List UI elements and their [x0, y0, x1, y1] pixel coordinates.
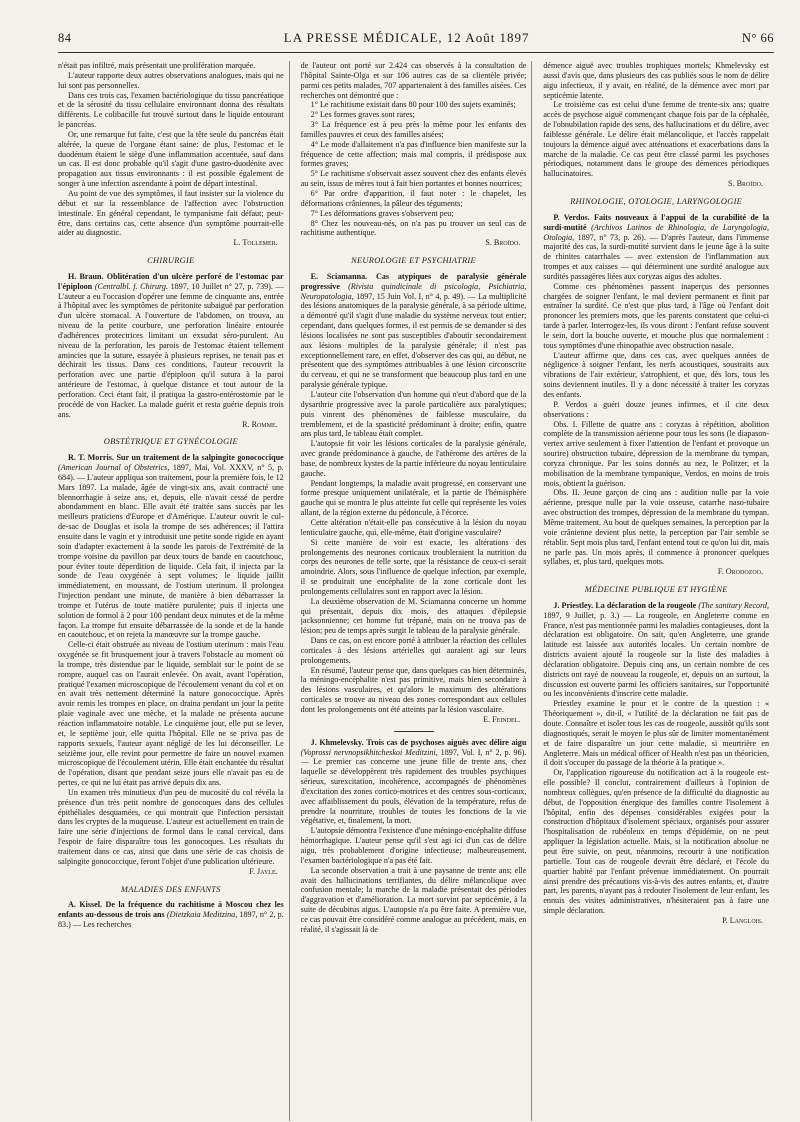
article-title: Faits nouveaux à l'appui de la curabilité de la surdi-mutité [543, 212, 770, 232]
article-body: 1897, Vol. I, n° 2, p. 96). — Le premier cas concerne une jeune fille de trente ans, chez laquelle se développèrent très rapidement des troubles psychiques sérieux, surexcitation, incohérence, accompagnés de phénomènes d'excitation des zones cortico-motrices et des centres sous-corticaux, avec affaiblissement du pouls, élévation de la température, refus de prendre la nourriture, troubles de toutes les fonctions de la vie végétative, et, finalement, la mort. [300, 747, 527, 826]
list-item: 4° Le mode d'allaitement n'a pas d'influence bien manifeste sur la fréquence de cette affection; mais mal compris, il prédispose aux formes graves; [300, 139, 527, 169]
paragraph: P. Verdos a guéri douze jeunes infirmes, et il cite deux observations : [543, 399, 770, 419]
paragraph: L'auteur cite l'observation d'un homme qui n'eut d'abord que de la dysarthrie progressive avec la parole particulière aux paralytiques; puis vinrent des phénomènes de faiblesse musculaire, du tremblement, et de la spasticité prédominant à droite; enfin, quatre ans plus tard, le tableau était complet. [300, 390, 527, 439]
signature: E. Feindel. [483, 714, 521, 724]
paragraph: démence aiguë avec troubles trophiques mortels; Khmelevsky est aussi d'avis que, dans plusieurs des cas publiés sous le nom de délire aigu infectieux, il y avait, en réalité, de la démence avec mort par septicémie latente. [543, 61, 770, 100]
issue-number: N° 66 [741, 31, 774, 45]
list-item: 1° Le rachitisme existait dans 80 pour 100 des sujets examinés; [310, 100, 516, 110]
paragraph: Dans ce cas, on est encore porté à attribuer la réaction des cellules corticales à des lésions artérielles qui auraient agi sur leurs prolongements. [300, 636, 527, 665]
article-author: A. Kissel. [68, 900, 103, 910]
signature: P. Langlois. [722, 915, 764, 925]
article [301, 738, 527, 827]
signature: S. Broïdo. [485, 238, 521, 248]
column-3 [543, 61, 774, 1121]
article-title: Sur un traitement de la salpingite gonococcique [116, 453, 284, 463]
article-author: J. Khmelevsky. [310, 737, 364, 747]
paragraph: Le troisième cas est celui d'une femme de trente-six ans; quatre accès de psychose aiguë commençant chaque fois par de la céphalée, de l'obnubilation rapide des sens, des hallucinations et du délire, avec faiblesse générale. Le délire était mélancolique, et l'accès rappelait toujours la démence aiguë avec atténuations et exacerbations dans la marche de la maladie. Ce cas peut être classé parmi les psychoses périodiques, notamment dans le groupe des démences périodiques hallucinatoires. [543, 100, 770, 179]
page-number: 84 [58, 31, 72, 45]
list-item: 3° La fréquence est à peu près la même pour les enfants des familles pauvres et ceux des familles aisées; [300, 120, 527, 139]
paragraph: Obs. I. Fillette de quatre ans : coryzas à répétition, abolition complète de la transmission aérienne pour tous les sons (le diapason-vertex arrive seulement à fixer l'attention de l'enfant et provoque un sourire) obstruction tubaire, dépression de la membrane du tympan, coryza chronique. Par les soins donnés au nez, le Politzer, et la mobilisation de la membrane tympanique, Verdos, en moins de trois mois, obtient la guérison. [543, 419, 770, 488]
article-source: (American Journal of Obstetrics, [58, 463, 170, 473]
paragraph: de l'auteur ont porté sur 2.424 cas observés à la consultation de l'hôpital Sainte-Olga et sur 106 autres cas de sa clientèle privée; parmi ces petits malades, 707 appartenaient à des familles aisées. Ces recherches ont démontré que : [300, 61, 527, 100]
list-item: 8° Chez les nouveau-nés, on n'a pas pu trouver un seul cas de rachitisme authentique. [300, 218, 527, 238]
paragraph: L'autopsie démontra l'existence d'une méningo-encéphalite diffuse hémorrhagique. L'auteur pense qu'il s'est agi ici d'un cas de délire aigu, très probablement d'origine infectieuse; malheureusement, l'examen bactériologique n'a pas été fait. [300, 826, 527, 865]
paragraph: La deuxième observation de M. Sciamanna concerne un homme qui présentait, depuis dix mois, des attaques d'épilepsie jacksonnienne; cet homme fut trépané, mais on ne trouva pas de lésion; peu de temps après surgit le tableau de la paralysie générale. [300, 596, 527, 636]
list-item: 6° Par ordre d'apparition, il faut noter : le chapelet, les déformations crâniennes, la pâleur des téguments; [300, 188, 527, 208]
column-2 [301, 61, 533, 1121]
article-author: P. Verdos. [553, 212, 590, 222]
article-source: (Dietzkaia Meditzina, [166, 910, 238, 920]
article-title: De la fréquence du rachitisme à Moscou chez les enfants au-dessous de trois ans [58, 900, 284, 920]
paragraph: Pendant longtemps, la maladie avait progressé, en conservant une forme presque uniquement unilatérale, et la partie de l'hémisphère gauche qui se montra le plus atteinte fut celle qui représente les voies allant, de la région externe du pédoncule, à l'écorce. [300, 478, 527, 518]
paragraph: La seconde observation a trait à une paysanne de trente ans; elle avait des hallucinations terrifiantes, du délire mélancolique avec confusion mentale; la marche de la maladie présentait des périodes d'aggravation et d'amélioration. La mort survint par septicémie, à la suite de décubitus aigus. L'autopsie n'a pu être faite. A première vue, ce cas pouvait être considéré comme analogue au précédent, mais, en réalité, il s'agissait là de [300, 865, 527, 934]
article [58, 453, 284, 640]
article-body: 1897, 10 Juillet n° 27, p. 739). — L'auteur a eu l'occasion d'opérer une femme de cinquante ans, entrée à l'hôpital avec les symptômes de péritonite subaiguë par perforation d'un ulcère stomacal. A l'ouverture de l'abdomen, on trouva, au niveau de la petite courbure, une perforation linéaire entourée d'adhérences protectrices limitant un exsudat séro-purulent. Au niveau de la perforation, les parois de l'estomac étaient tellement amincies que la suture, essayée à plusieurs reprises, ne tenait pas et déchirait les tissus. Dans ces conditions, l'auteur recouvrit la perforation avec une partie d'épiploon qu'il sutura à la paroi antérieure de l'estomac, à quelque distance et tout autour de la perforation. Ceci étant fait, il pratiqua la gastro-entérostomie par le procédé de von Hacker. La malade guérit et resta guérie depuis trois ans. [58, 281, 284, 419]
paragraph: Celle-ci était obstruée au niveau de l'ostium uterinum : mais l'eau oxygénée se fit brusquement jour à travers l'obstacle au moment où la trompe, très distendue par le liquide, semblait sur le point de se rompre, auquel cas on l'aurait enlevée. On avait, avant l'opération, pratiqué l'examen microscopique de l'écoulement venant du col et on en avait très nettement déterminé la nature gonococcique. Après avoir remis les trompes en place, on draina pendant un jour la petite plaie vaginale avec une mèche, et la malade ne présenta aucune réaction inflammatoire notable. Le cinquième jour, elle put se lever, et, le septième jour, elle quitta l'hôpital. Elle ne se priva pas de rapports sexuels, l'auteur ayant négligé de les lui déconseiller. Le seizième jour, elle revint pour permettre de faire un nouvel examen microscopique de l'écoulement utérin. Elle était enchantée du résultat de l'opération, disant que pendant seize jours elle n'avait pas eu de pertes, ce qui ne lui était pas arrivé depuis dix ans. [58, 640, 284, 788]
article-body: 1897, n° 2, p. 83.) — Les recherches [58, 910, 284, 930]
section-heading: MALADIES DES ENFANTS [120, 884, 221, 894]
section-heading: NEUROLOGIE ET PSYCHIATRIE [351, 256, 476, 266]
article-body: 1897, 9 Juillet, p. 3.) — La rougeole, en Angleterre comme en France, n'est pas mentionnée parmi les maladies contagieuses, dont la déclaration est obligatoire. On sait, qu'en Angleterre, une grande latitude est laissée aux autorités locales. Un certain nombre de districts avaient ajouté la rougeole sur la liste des maladies à déclaration obligatoire. Depuis cinq ans, un certain nombre de ces districts ont rayé de nouveau la rougeole, et, depuis un an surtout, la discussion est ouverte parmi les officiers sanitaires, sur l'opportunité ou les inconvénients d'inscrire cette maladie. [543, 610, 770, 699]
paragraph: Au point de vue des symptômes, il faut insister sur la violence du début et sur la ressemblance de l'affection avec l'obstruction intestinale. En général cependant, le tympanisme fait défaut; peut-être, dans certains cas, cette absence d'un symptôme pourrait-elle aider au diagnostic. [58, 188, 284, 238]
article [58, 900, 284, 930]
columns [58, 61, 774, 1121]
paragraph: Comme ces phénomènes passent inaperçus des personnes chargées de soigner l'enfant, le mal devient permanent et finit par entraîner la surdité. Ce n'est que plus tard, à l'âge où l'enfant doit prononcer les premiers mots, que les parents constatent que celui-ci tarde à parler. Interrogez-les, ils vous diront : l'enfant refuse souvent le sein, dort la bouche ouverte, et mouche plus que normalement : tous symptômes d'une rhinopathie avec obstruction nasale. [543, 281, 770, 350]
article-title: Oblitération d'un ulcère perforé de l'estomac par l'épiploon [58, 271, 284, 291]
list-item: 5° Le rachitisme s'observait assez souvent chez des enfants élevés au sein, issus de mères tout à fait bien portantes et bonnes nourrices; [300, 169, 527, 189]
list-item: 7° Les déformations graves s'observent peu; [310, 208, 454, 218]
paragraph: Obs. II. Jeune garçon de cinq ans : audition nulle par la voie aérienne, presque nulle par la voie osseuse, catarrhe naso-tubaire avec obstruction des trompes, dépression de la membrane du tympan. Même traitement. Au bout de quelques semaines, la perception par la voie crânienne devient plus nette, la perception par l'air semble se rétablir. Sept mois plus tard, l'enfant entend tout ce qu'on lui dit, mais ne parle pas. Un mois après, il commence à prononcer quelques syllabes, et, plus tard, quelques mots. [543, 488, 770, 567]
article-title: Cas atypiques de paralysie générale progressive [300, 271, 527, 291]
article-source: (Archivos Latinos de Rhinologia, de Laryngologia, Otologia, [543, 222, 769, 242]
article-source: (Centralbl. f. Chirurg. [94, 281, 168, 291]
paragraph: Un examen très minutieux d'un peu de mucosité du col révéla la présence d'un très petit nombre de gonocoques dans des cellules épithéliales desquamées, ce qui montrait que l'infection persistait dans les cryptes de la muqueuse. L'auteur est actuellement en train de faire une série d'injections de formol dans le canal cervical, dans l'espoir de faire disparaître tous les gonocoques. Les résultats du traitement dans ce cas, ainsi que dans une série de cas choisis de salpingite gonococcique, feront l'objet d'une publication ultérieure. [58, 787, 284, 866]
paragraph: L'auteur affirme que, dans ces cas, avec quelques années de négligence à soigner l'enfant, les nerfs acoustiques, soustraits aux vibrations de l'air extérieur, s'atrophient, et que, dès lors, tous les soins deviennent inutiles. Il y a donc nécessité à traiter les coryzas des enfants. [543, 350, 770, 399]
article-author: J. Priestley. [553, 600, 594, 610]
paragraph: L'autopsie fit voir les lésions corticales de la paralysie générale, avec grande prédominance à gauche, de l'athérome des artères de la base, de nombreux kystes de la partie inférieure du noyau lenticulaire gauche. [300, 439, 527, 478]
section-heading: MÉDECINE PUBLIQUE ET HYGIÈNE [584, 585, 728, 595]
article-body: 1897, Mai, Vol. XXXV, n° 5, p. 684). — L'auteur appliqua son traitement, pour la première fois, le 12 Mars 1897. La malade, âgée de vingt-six ans, avait contracté une blennorrhagie à seize ans, et, depuis, elle n'avait cessé de perdre abondamment en blanc. Elle avait été traitée sans succès par les meilleurs praticiens d'Europe et d'Amérique. L'auteur ouvrit le cul-de-sac de Douglas et isola la trompe de ses adhérences; il l'attira ensuite dans le vagin et y introduisit une petite sonde rigide en ayant soin d'adapter exactement à la sonde les parois de l'extrémité de la trompe voisine du pavillon par deux tours de bande en caoutchouc, pour éviter toute déperdition de liquide. Cela fait, il injecta par la sonde de l'eau oxygénée à sept volumes; le liquide jaillit immédiatement, en moussant, de l'ostium uterinum. Il prolongea l'injection pendant une minute, de manière à bien débarrasser la trompe et l'utérus de toute matière purulente; puis il injecta une solution de formol à 2 pour 100 pendant deux minutes et de la même façon. La trompe fut ensuite débarrassée de la sonde et de la bande en caoutchouc, et on rejeta la manœuvre sur la trompe gauche. [58, 463, 284, 640]
section-heading: RHINOLOGIE, OTOLOGIE, LARYNGOLOGIE [570, 196, 743, 206]
paragraph: n'était pas infiltré, mais présentait une prolifération marquée. [58, 61, 256, 70]
article-title: La déclaration de la rougeole [595, 600, 697, 610]
paragraph: Dans ces trois cas, l'examen bactériologique du tissu pancréatique et de la sérosité du tissu cellulaire environnant donna des résultats différents. Le colibacille fut trouvé surtout dans le liquide entourant le pancréas. [58, 90, 284, 130]
article-source: (Rivista quindicinale di psicologia, Psichiatria, Neuropatologia, [300, 281, 527, 301]
article-body: 1897, 15 Juin Vol. I, n° 4, p. 49). — La multiplicité des lésions anatomiques de la paralysie générale, à sa période ultime, a démontré qu'il s'agit d'une maladie du système nerveux tout entier; cependant, dans quelques formes, il est permis de se demander si des lésions localisées ne sont pas susceptibles d'aboutir secondairement aux lésions multiples de la paralysie générale; il n'est pas exceptionnellement rare, en effet, d'observer des cas qui, au début, ne présentent que des symptômes attribuables à une lésion circonscrite du cerveau, et qui ne se transforment que beaucoup plus tard en une paralysie générale typique. [300, 291, 527, 390]
journal-title: LA PRESSE MÉDICALE, 12 Août 1897 [283, 30, 530, 45]
article-source: (The sanitary Record, [698, 600, 769, 610]
article [301, 272, 527, 390]
article-body: 1897, n° 73, p. 26). — D'après l'auteur, dans l'immense majorité des cas, la surdi-mutité survient dans le jeune âge à la suite de rhinites catarrhales — avec extension de l'inflammation aux trompes et aux caisses — qui déterminent une surdité analogue aux surdités passagères liées aux coryzas aigus des adultes. [543, 232, 770, 281]
signature: R. Romme. [242, 419, 278, 429]
signature: S. Broïdo. [728, 179, 764, 189]
article-author: R. T. Morris. [68, 453, 114, 463]
article [543, 213, 769, 282]
article-author: H. Braun. [68, 271, 104, 281]
list-item: 2° Les formes graves sont rares; [310, 110, 415, 120]
paragraph: Priestley examine le pour et le contre de la question : « Théoriquement », dit-il, « l'utilité de la déclaration ne fait pas de doute. Connaître et isoler tous les cas de rougeole, aussitôt qu'ils sont diagnostiqués, serait le moyen le plus sûr de limiter momentanément et de faire disparaître un jour cette maladie, si meurtrière en Angleterre. Mais un médical officer of Health n'est pas un théoricien, il doit s'occuper du passage de la théorie à la pratique ». [543, 699, 770, 768]
paragraph: En résumé, l'auteur pense que, dans quelques cas bien déterminés, la méningo-encéphalite n'est pas primitive, mais bien secondaire à des lésions vasculaires, et qu'alors le maximum des altérations corticales se trouve au niveau des zones correspondant aux cellules dont les prolongements ont été atteints par la lésion vasculaire. [300, 665, 527, 714]
signature: L. Tollemer. [233, 238, 278, 248]
divider [394, 731, 434, 732]
signature: F. Orodozoo. [717, 567, 764, 577]
article [543, 601, 769, 699]
article-title: Trois cas de psychoses aiguës avec délire aigu [366, 737, 527, 747]
article-author: E. Sciamanna. [310, 271, 368, 281]
article [58, 272, 284, 420]
paragraph: Si cette manière de voir est exacte, les altérations des prolongements des neurones corticaux troubleraient la nutrition du corps des neurones de telle sorte, que la résistance de ceux-ci serait amoindrie. Alors, sous l'influence de quelque infection, par exemple, il se produirait une encéphalite de la zone corticale dont les prolongements cellulaires sont en rapport avec la lésion. [300, 537, 527, 596]
paragraph: Or, une remarque fut faite, c'est que la tête seule du pancréas était altérée, la queue de l'organe étant saine: de plus, l'estomac et le duodénum étaient le siège d'une inflammation accentuée, sauf dans un cas. Il est donc probable qu'il s'agit d'une gastro-duodénite avec propagation aux tissus environnants : il est possible également de songer à une infection ascendante à point de départ intestinal. [58, 129, 284, 189]
article-source: (Voprossi nervnopsikhitcheskoi Meditzini, [300, 747, 438, 757]
column-1 [58, 61, 290, 1121]
page-header [58, 30, 774, 53]
section-heading: CHIRURGIE [147, 256, 195, 266]
paragraph: L'auteur rapporte deux autres observations analogues, mais qui ne lui sont pas personnelles. [58, 70, 284, 90]
paragraph: Or, l'application rigoureuse du notification act à la rougeole est-elle possible? Il conclut, contrairement d'ailleurs à l'opinion de nombreux collègues, qu'en présence de la difficulté du diagnostic au début, de l'opposition énergique des familles contre l'isolement à l'hôpital, enfin des dépenses considérables exigées pour la construction d'hôpitaux d'isolement spéciaux, organisés pour assurer l'hospitalisation de rubéoleux en temps d'épidémie, on ne peut appliquer la législation actuelle. Mais, si la notification absolue ne peut être suivie, on peut, néanmoins, recourir à une notification partielle. Tout cas de rougeole devrait être déclaré, et l'école du quartier habité par l'enfant prévenue immédiatement. On pourrait ainsi prendre des précautions vis-à-vis des autres enfants, et, d'autre part, les parents, n'ayant pas à redouter l'isolement de leur enfant, les ennuis des visites administratives, n'hésiteraient pas à faire une simple déclaration. [543, 768, 770, 916]
signature: F. Jayle. [249, 866, 278, 876]
section-heading: OBSTÉTRIQUE ET GYNÉCOLOGIE [103, 437, 238, 447]
paragraph: Cette altération n'était-elle pas consécutive à la lésion du noyau lenticulaire gauche, qui, elle-même, était d'origine vasculaire? [300, 517, 527, 537]
